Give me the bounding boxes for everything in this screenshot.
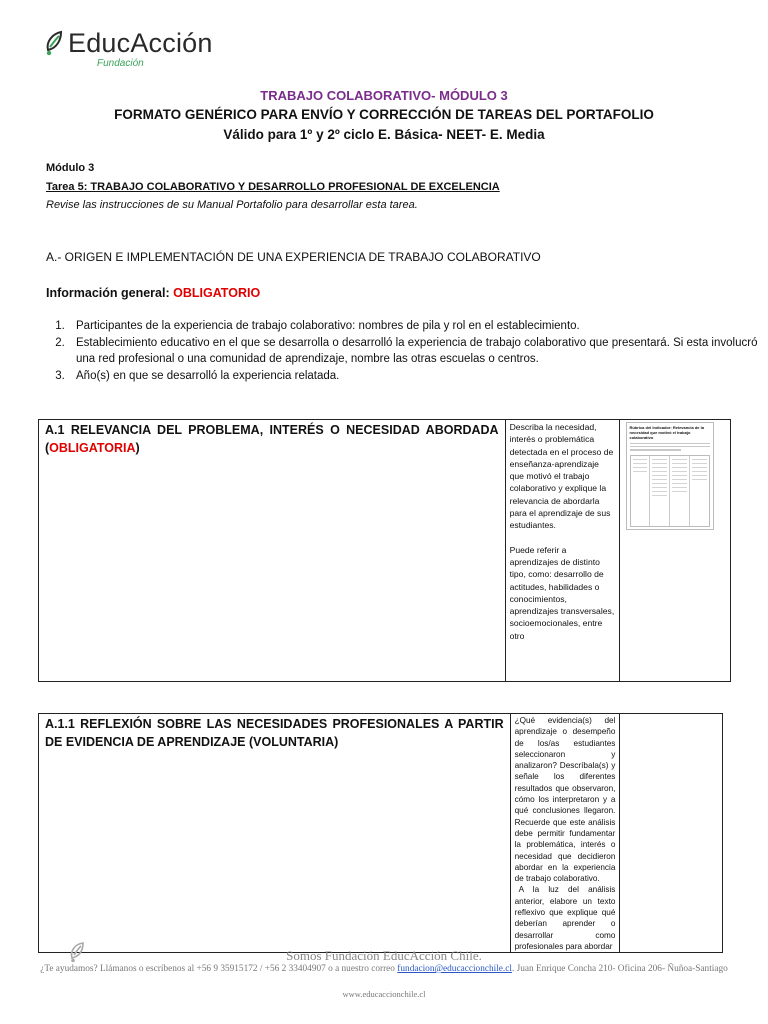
- a11-description-note: A la luz del análisis anterior, elabore un texto reflexivo que explique qué deberían aprender o desarrollar como profesionales para abordar: [514, 885, 616, 951]
- task-instructions: Revise las instrucciones de su Manual Portafolio para desarrollar esta tarea.: [46, 199, 418, 211]
- rubric-thumbnail: [626, 422, 714, 530]
- list-item: 3. Año(s) en que se desarrolló la experiencia relatada.: [68, 368, 758, 385]
- logo: [44, 28, 213, 69]
- a1-rubric-cell: [619, 420, 731, 682]
- task-title: Tarea 5: TRABAJO COLABORATIVO Y DESARROLLO PROFESIONAL DE EXCELENCIA: [46, 181, 500, 193]
- document-scope: Válido para 1º y 2º ciclo E. Básica- NEET- E. Media: [223, 127, 545, 142]
- logo-subtitle: Fundación: [97, 58, 144, 69]
- a11-title: A.1.1 REFLEXIÓN SOBRE LAS NECESIDADES PROFESIONALES A PARTIR DE EVIDENCIA DE APRENDIZAJE (VOLUNTARIA): [45, 717, 504, 749]
- a11-answer-cell[interactable]: [39, 714, 511, 953]
- required-label: OBLIGATORIO: [173, 286, 261, 300]
- a11-description: ¿Qué evidencia(s) del aprendizaje o desempeño de los/as estudiantes seleccionaron y analizaron? Descríbala(s) y señale los diferentes resultados que observaron, cómo los interpretaron y a qué conclusiones llegaron. Recuerde que este análisis debe permitir fundamentar la problemática, interés o necesidad que decidieron abordar en la experiencia de trabajo colaborativo.: [514, 716, 616, 884]
- a1-answer-cell[interactable]: A.1 RELEVANCIA DEL PROBLEMA, INTERÉS O NECESIDAD ABORDADA (OBLIGATORIA): [39, 420, 506, 682]
- a11-description-cell: [510, 714, 620, 953]
- module-label: Módulo 3: [46, 162, 95, 174]
- logo-leaf-icon: [44, 28, 66, 58]
- list-item: 2. Establecimiento educativo en el que se desarrolla o desarrolló la experiencia de trabajo colaborativo que presentará. Si esta involucró una red profesional o una comunidad de aprendizaje, nombre las otras escuelas o centros.: [68, 335, 758, 368]
- a1-description: Describa la necesidad, interés o problemática detectada en el proceso de enseñanza-aprendizaje que motivó el trabajo colaborativo y explique la relevancia de abordarla para el aprendizaje de sus estudiantes.: [509, 422, 614, 531]
- list-item: 1. Participantes de la experiencia de trabajo colaborativo: nombres de pila y rol en el establecimiento.: [68, 318, 758, 335]
- document-title: TRABAJO COLABORATIVO- MÓDULO 3: [260, 88, 508, 103]
- footer-tagline: Somos Fundación EducAcción Chile.: [286, 948, 482, 963]
- general-info-list: [46, 318, 758, 384]
- a1-title: A.1 RELEVANCIA DEL PROBLEMA, INTERÉS O NECESIDAD ABORDADA (: [45, 423, 499, 455]
- footer-email-link[interactable]: fundacion@educaccionchile.cl: [397, 964, 512, 974]
- a11-extra-cell: [620, 714, 723, 953]
- section-a-title: A.- ORIGEN E IMPLEMENTACIÓN DE UNA EXPERIENCIA DE TRABAJO COLABORATIVO: [46, 250, 541, 264]
- a1-description-cell: [505, 420, 619, 682]
- general-info-label: Información general:: [46, 286, 170, 300]
- general-info-heading: [46, 286, 260, 300]
- table-a11: [38, 713, 723, 953]
- footer-contact: ¿Te ayudamos? Llámanos o escríbenos al +56 9 35915172 / +56 2 33404907 o a nuestro correo fundacion@educaccionchile.cl. Juan Enrique Concha 210- Oficina 206- Ñuñoa-Santiago: [40, 964, 728, 974]
- a1-required-label: OBLIGATORIA: [49, 441, 136, 455]
- table-a1: [38, 419, 731, 682]
- document-subtitle: FORMATO GENÉRICO PARA ENVÍO Y CORRECCIÓN DE TAREAS DEL PORTAFOLIO: [114, 107, 654, 122]
- rubric-thumbnail-title: Rúbrica del Indicador: Relevancia de la necesidad que motivó el trabajo colaborativo: [629, 425, 704, 440]
- footer-website[interactable]: www.educaccionchile.cl: [342, 989, 426, 999]
- a1-description-note: Puede referir a aprendizajes de distinto tipo, como: desarrollo de actitudes, habilidades o conocimientos, aprendizajes transversales, socioemocionales, entre otro: [509, 544, 615, 641]
- logo-text: EducAcción: [68, 28, 213, 58]
